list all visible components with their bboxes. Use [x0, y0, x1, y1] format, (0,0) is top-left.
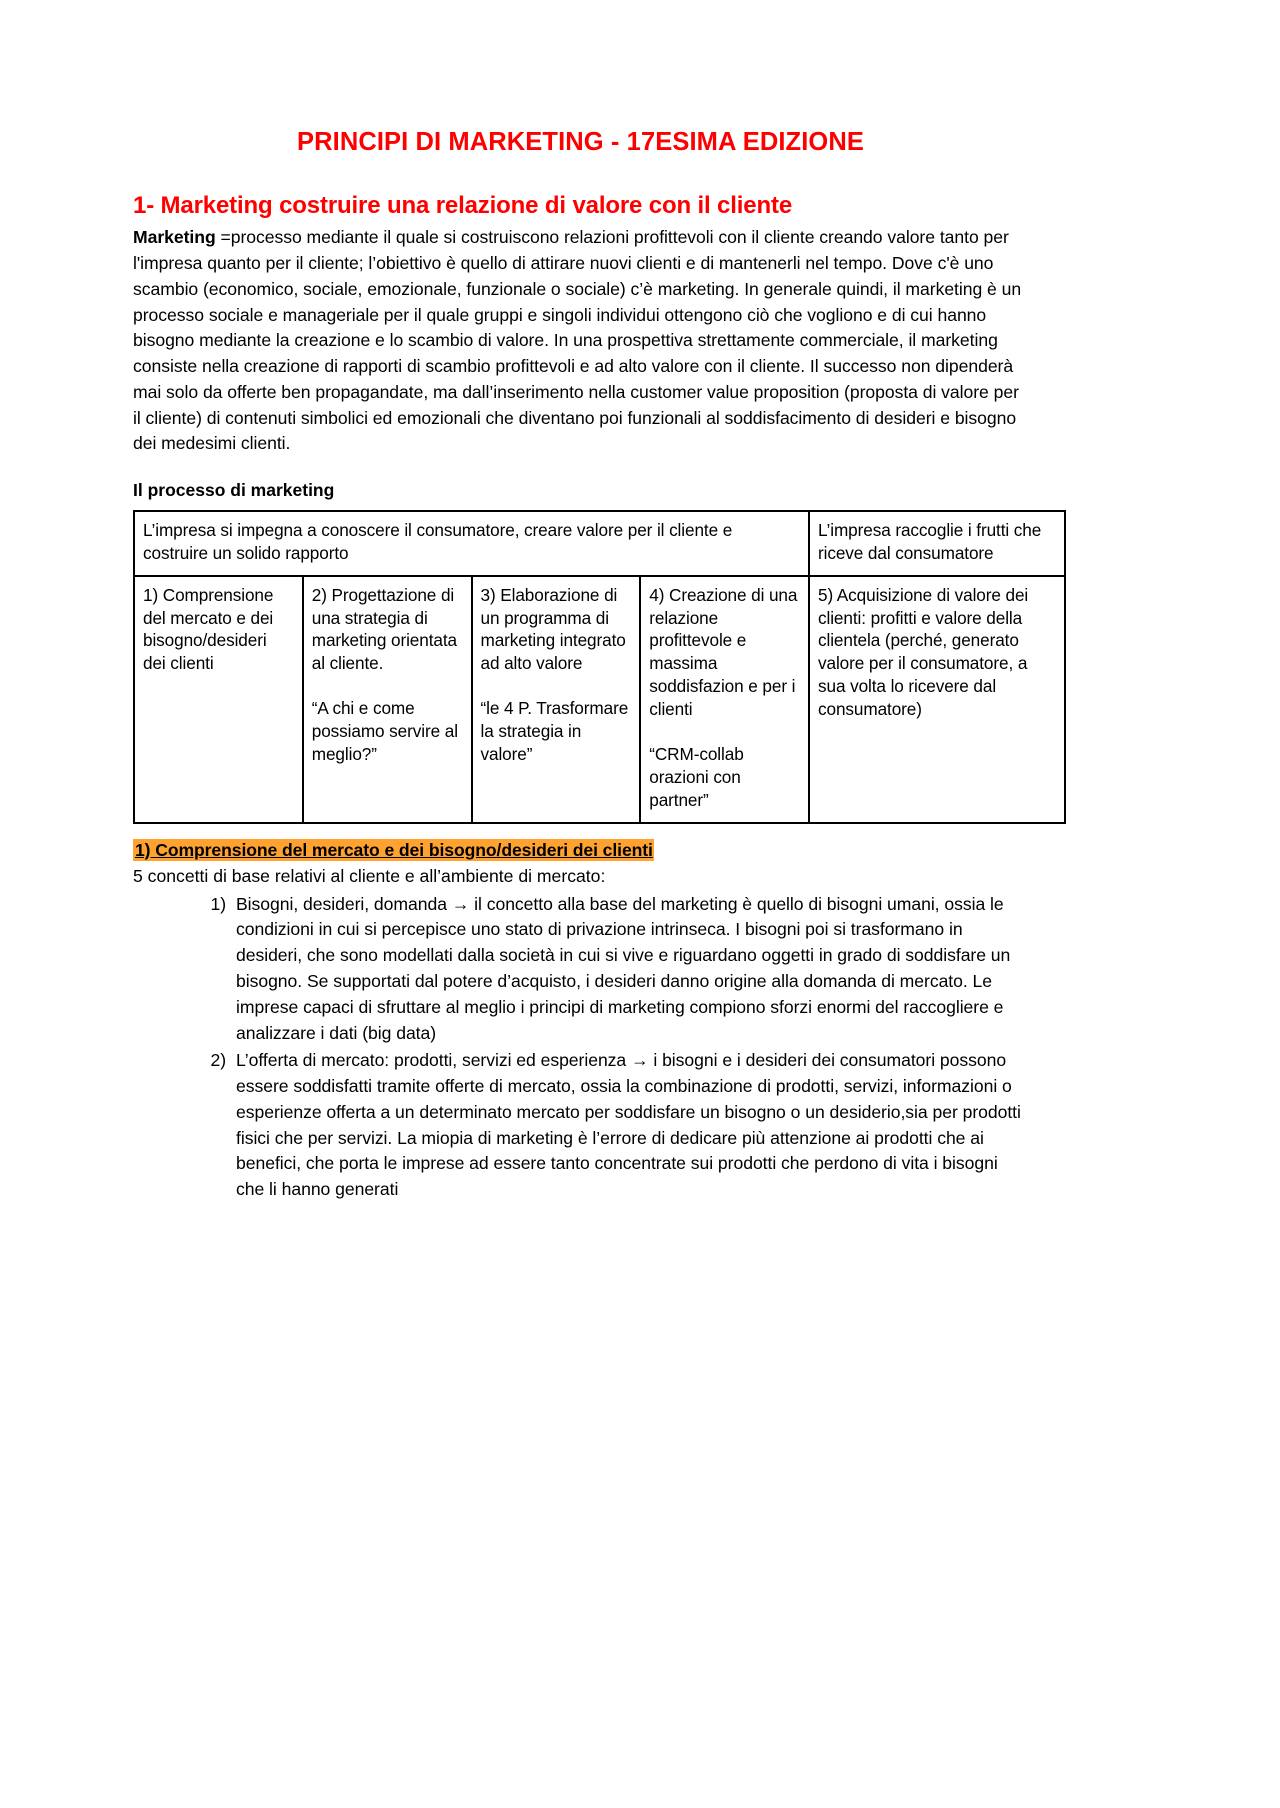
intro-body-text: =processo mediante il quale si costruiscono relazioni profittevoli con il cliente creando valore tanto per l'impresa quanto per il cliente; l’obiettivo è quello di attirare nuovi clienti e di mantenerli nel tempo. Dove c'è uno scambio (economico, sociale, emozionale, funzionale o sociale) c’è marketing. In generale quindi, il marketing è un processo sociale e manageriale per il quale gruppi e singoli individui ottengono ciò che vogliono e di cui hanno bisogno mediante la creazione e lo scambio di valore. In una prospettiva strettamente commerciale, il marketing consiste nella creazione di rapporti di scambio profittevoli e ad alto valore con il cliente. Il successo non dipenderà mai solo da offerte ben propagandate, ma dall’inserimento nella customer value proposition (proposta di valore per il cliente) di contenuti simbolici ed emozionali che diventano poi funzionali al soddisfacimento di desideri e bisogno dei medesimi clienti.	[133, 227, 1022, 454]
spacer	[312, 675, 463, 697]
list-item-number: 1)	[210, 893, 226, 914]
spacer	[649, 721, 800, 743]
marketing-process-table	[133, 510, 1066, 824]
highlighted-heading: 1) Comprensione del mercato e dei bisogno/desideri dei clienti	[135, 839, 653, 860]
document-content	[133, 128, 1042, 1205]
step-4-main: 4) Creazione di una relazione profittevole e massima soddisfazion e per i clienti	[649, 584, 798, 720]
concepts-list	[133, 892, 1028, 1203]
table-cell-step-2	[303, 576, 472, 823]
table-header-cell-left: L’impresa si impegna a conoscere il consumatore, creare valore per il cliente e costruire un solido rapporto	[134, 511, 809, 576]
subsection-heading: Il processo di marketing	[133, 480, 335, 501]
list-item-number: 2)	[210, 1050, 226, 1071]
concepts-lead-line: 5 concetti di base relativi al cliente e all’ambiente di mercato:	[133, 866, 606, 887]
step-2-main: 2) Progettazione di una strategia di marketing orientata al cliente.	[311, 584, 457, 674]
table-cell-step-4	[640, 576, 809, 823]
table-cell-step-5	[809, 576, 1065, 823]
table-row-steps	[134, 576, 1065, 823]
table-cell-step-1	[134, 576, 303, 823]
step-2-quote: “A chi e come possiamo servire al meglio?”	[311, 698, 458, 764]
spacer	[481, 675, 632, 697]
list-item-text: L’offerta di mercato: prodotti, servizi ed esperienza → i bisogni e i desideri dei consumatori possono essere soddisfatti tramite offerte di mercato, ossia la combinazione di prodotti, servizi, informazioni o esperienze offerta a un determinato mercato per soddisfare un bisogno o un desiderio,sia per prodotti fisici che per servizi. La miopia di marketing è l’errore di dedicare più attenzione ai prodotti che ai benefici, che porta le imprese ad essere tanto concentrate sui prodotti che perdono di vita i bisogni che li hanno generati	[236, 1050, 1021, 1200]
page-title: PRINCIPI DI MARKETING - 17ESIMA EDIZIONE	[297, 128, 864, 156]
section-heading: 1- Marketing costruire una relazione di valore con il cliente	[133, 192, 793, 220]
step-3-quote: “le 4 P. Trasformare la strategia in valore”	[480, 698, 629, 764]
step-5-main: 5) Acquisizione di valore dei clienti: profitti e valore della clientela (perché, generato valore per il consumatore, a sua volta lo ricevere dal consumatore)	[818, 584, 1029, 720]
step-1-main: 1) Comprensione del mercato e dei bisogno/desideri dei clienti	[143, 584, 274, 674]
highlighted-heading-wrapper	[133, 838, 1028, 863]
table-row-header	[134, 511, 1065, 576]
step-3-main: 3) Elaborazione di un programma di marketing integrato ad alto valore	[480, 584, 626, 674]
list-item	[196, 892, 1028, 1047]
table-cell-step-3	[472, 576, 641, 823]
table-header-cell-right: L’impresa raccoglie i frutti che riceve dal consumatore	[809, 511, 1065, 576]
step-4-quote: “CRM-collab orazioni con partner”	[649, 743, 744, 810]
list-item	[196, 1048, 1028, 1203]
list-item-text: Bisogni, desideri, domanda → il concetto alla base del marketing è quello di bisogni umani, ossia le condizioni in cui si percepisce uno stato di privazione intrinseca. I bisogni poi si trasformano in desideri, che sono modellati dalla società in cui si vive e riguardano oggetti in grado di soddisfare un bisogno. Se supportati dal potere d’acquisto, i desideri danno origine alla domanda di mercato. Le imprese capaci di sfruttare al meglio i principi di marketing compiono sforzi enormi del raccogliere e analizzare i dati (big data)	[236, 893, 1011, 1043]
intro-bold-lead: Marketing	[133, 227, 216, 248]
intro-paragraph	[133, 225, 1028, 457]
